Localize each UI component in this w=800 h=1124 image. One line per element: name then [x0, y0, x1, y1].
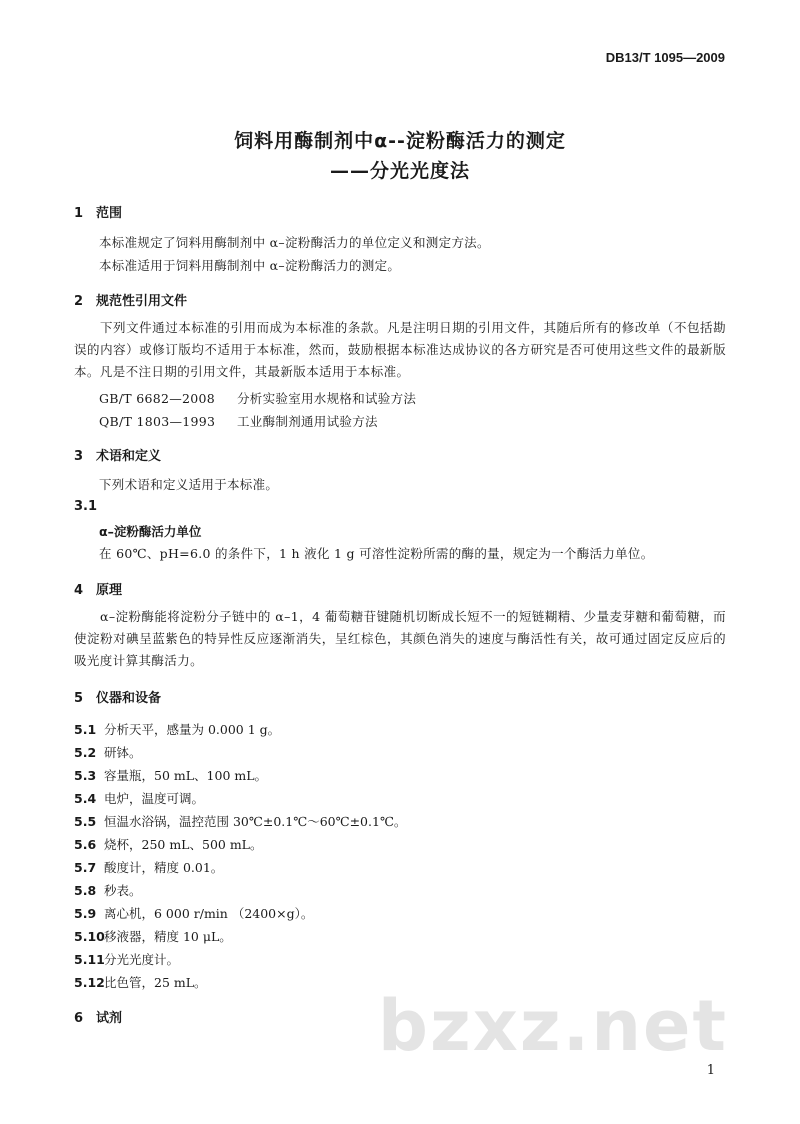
section-number: 6: [74, 1011, 84, 1026]
section-1-heading: [74, 202, 122, 221]
item-text: 电炉，温度可调。: [104, 791, 205, 806]
item-number: 5.2: [74, 745, 97, 760]
section-title: 试剂: [96, 1011, 123, 1026]
list-item: [74, 743, 142, 761]
page-number: 1: [706, 1063, 715, 1078]
section-title: 规范性引用文件: [96, 294, 188, 309]
section-title: 原理: [96, 583, 123, 598]
item-number: 5.5: [74, 814, 97, 829]
section-title: 术语和定义: [96, 449, 162, 464]
item-text: 酸度计，精度 0.01。: [104, 860, 224, 875]
list-item: [74, 812, 406, 830]
reference-code: QB/T 1803—1993: [99, 414, 216, 429]
reference-title: 工业酶制剂通用试验方法: [237, 414, 378, 429]
item-number: 5.12: [74, 975, 105, 990]
section-title: 仪器和设备: [96, 691, 162, 706]
standard-number: DB13/T 1095—2009: [605, 50, 725, 65]
item-text: 移液器，精度 10 μL。: [104, 929, 232, 944]
reference-title: 分析实验室用水规格和试验方法: [237, 391, 417, 406]
section-number: 3: [74, 449, 84, 464]
reference-code: GB/T 6682—2008: [99, 391, 216, 406]
list-item: [74, 881, 142, 899]
paragraph: 下列术语和定义适用于本标准。: [99, 477, 279, 492]
section-5-heading: [74, 687, 161, 706]
paragraph: 本标准规定了饲料用酶制剂中 α–淀粉酶活力的单位定义和测定方法。: [99, 235, 490, 250]
item-number: 5.9: [74, 906, 97, 921]
paragraph: 下列文件通过本标准的引用而成为本标准的条款。凡是注明日期的引用文件，其随后所有的修改单（不包括勘误的内容）或修订版均不适用于本标准，然而，鼓励根据本标准达成协议的各方研究是否可使用这些文件的最新版本。凡是不注日期的引用文件，其最新版本适用于本标准。: [74, 320, 726, 379]
section-6-heading: [74, 1007, 122, 1026]
watermark: bzxz.net: [377, 985, 728, 1067]
section-number: 1: [74, 206, 84, 221]
section-number: 4: [74, 583, 84, 598]
item-number: 5.6: [74, 837, 97, 852]
list-item: [74, 835, 262, 853]
section-number: 2: [74, 294, 84, 309]
item-number: 5.7: [74, 860, 97, 875]
document-subtitle: ——分光光度法: [329, 160, 470, 182]
item-number: 5.8: [74, 883, 97, 898]
item-number: 5.1: [74, 722, 97, 737]
term-title: α–淀粉酶活力单位: [99, 524, 202, 539]
item-text: 秒表。: [104, 883, 142, 898]
list-item: [74, 927, 232, 945]
item-text: 分析天平，感量为 0.000 1 g。: [104, 722, 281, 737]
list-item: [74, 789, 204, 807]
item-text: 比色管，25 mL。: [104, 975, 207, 990]
item-text: 研钵。: [104, 745, 142, 760]
item-text: 离心机，6 000 r/min （2400×g）。: [104, 906, 314, 921]
subsection-number: 3.1: [74, 499, 98, 514]
item-text: 分光光度计。: [104, 952, 180, 967]
paragraph: 本标准适用于饲料用酶制剂中 α–淀粉酶活力的测定。: [99, 258, 401, 273]
item-number: 5.11: [74, 952, 105, 967]
list-item: [74, 720, 280, 738]
section-number: 5: [74, 691, 84, 706]
item-number: 5.3: [74, 768, 97, 783]
list-item: [74, 766, 267, 784]
section-3-heading: [74, 445, 161, 464]
section-title: 范围: [96, 206, 123, 221]
term-definition: 在 60℃、pH=6.0 的条件下，1 h 液化 1 g 可溶性淀粉所需的酶的量，规定为一个酶活力单位。: [99, 546, 654, 561]
item-number: 5.10: [74, 929, 105, 944]
reference-item: [99, 412, 378, 430]
reference-item: [99, 389, 416, 407]
list-item: [74, 904, 313, 922]
list-item: [74, 950, 179, 968]
paragraph: α–淀粉酶能将淀粉分子链中的 α–1，4 葡萄糖苷键随机切断成长短不一的短链糊精、少量麦芽糖和葡萄糖，而使淀粉对碘呈蓝紫色的特异性反应逐渐消失，呈红棕色，其颜色消失的速度与酶活性有关，故可通过固定反应后的吸光度计算其酶活力。: [74, 609, 726, 668]
item-text: 恒温水浴锅，温控范围 30℃±0.1℃～60℃±0.1℃。: [104, 814, 407, 829]
list-item: [74, 858, 223, 876]
item-text: 容量瓶，50 mL、100 mL。: [104, 768, 268, 783]
document-title: 饲料用酶制剂中α--淀粉酶活力的测定: [234, 130, 566, 152]
section-4-heading: [74, 579, 122, 598]
list-item: [74, 973, 207, 991]
item-text: 烧杯，250 mL、500 mL。: [104, 837, 263, 852]
section-2-heading: [74, 290, 187, 309]
item-number: 5.4: [74, 791, 97, 806]
